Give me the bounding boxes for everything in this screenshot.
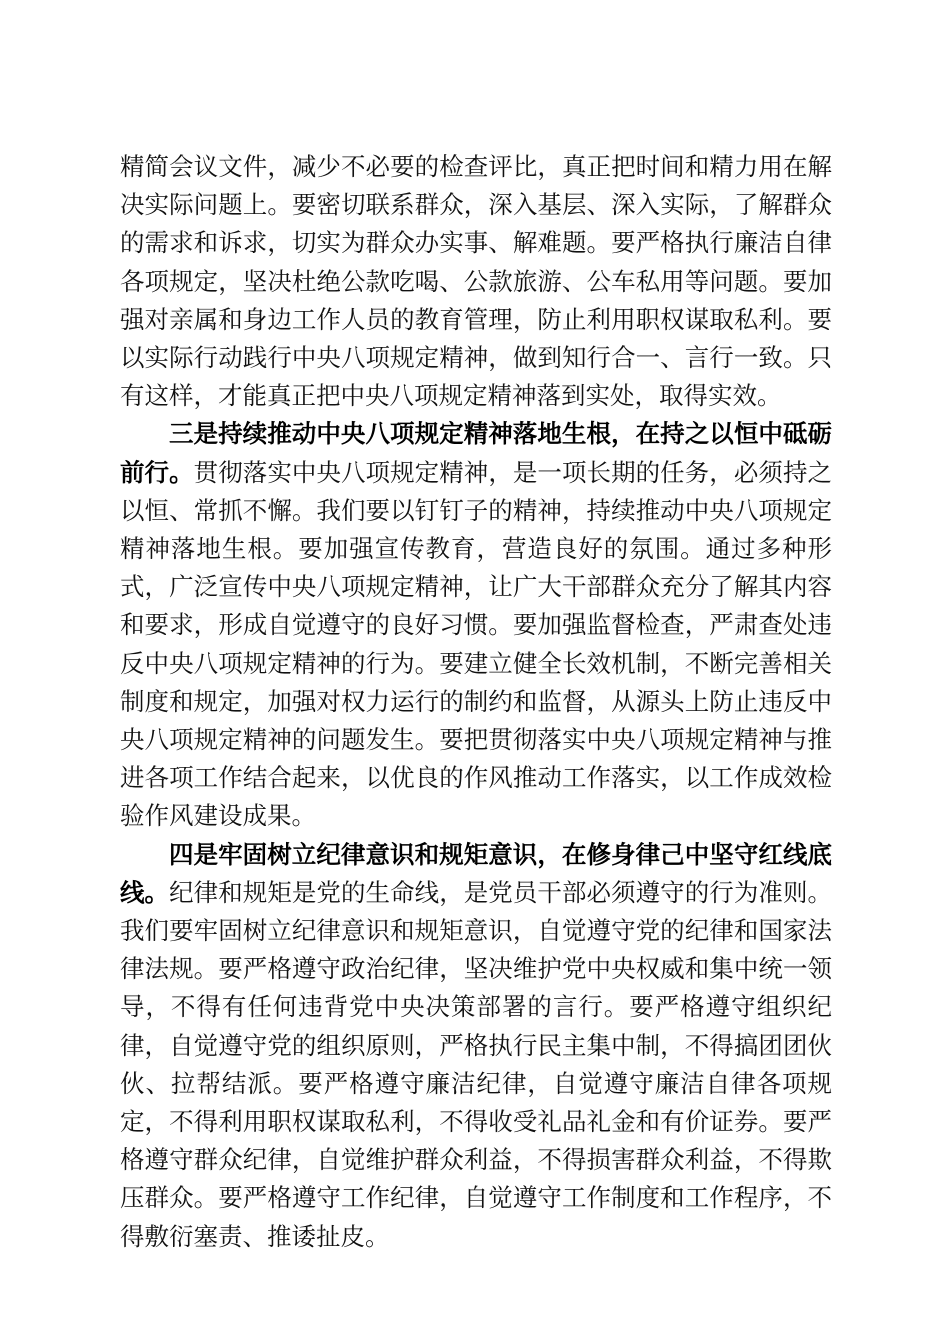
paragraph-body: 纪律和规矩是党的生命线，是党员干部必须遵守的行为准则。我们要牢固树立纪律意识和规矩意识，自觉遵守党的纪律和国家法律法规。要严格遵守政治纪律，坚决维护党中央权威和集中统一领导，不得有任何违背党中央决策部署的言行。要严格遵守组织纪律，自觉遵守党的组织原则，严格执行民主集中制，不得搞团团伙伙、拉帮结派。要严格遵守廉洁纪律，自觉遵守廉洁自律各项规定，不得利用职权谋取私利，不得收受礼品礼金和有价证券。要严格遵守群众纪律，自觉维护群众利益，不得损害群众利益，不得欺压群众。要严格遵守工作纪律，自觉遵守工作制度和工作程序，不得敷衍塞责、推诿扯皮。: [120, 877, 832, 1251]
paragraph-lead: 三是持续推动中央八项规定精神落地生根，在持之以恒中砥砺前行。: [120, 419, 832, 487]
paragraph-point-three: [120, 415, 832, 835]
paragraph-lead: 四是牢固树立纪律意识和规矩意识，在修身律己中坚守红线底线。: [120, 839, 832, 907]
paragraph-point-four: [120, 836, 832, 1256]
paragraph-body: 贯彻落实中央八项规定精神，是一项长期的任务，必须持之以恒、常抓不懈。我们要以钉钉子的精神，持续推动中央八项规定精神落地生根。要加强宣传教育，营造良好的氛围。通过多种形式，广泛宣传中央八项规定精神，让广大干部群众充分了解其内容和要求，形成自觉遵守的良好习惯。要加强监督检查，严肃查处违反中央八项规定精神的行为。要建立健全长效机制，不断完善相关制度和规定，加强对权力运行的制约和监督，从源头上防止违反中央八项规定精神的问题发生。要把贯彻落实中央八项规定精神与推进各项工作结合起来，以优良的作风推动工作落实，以工作成效检验作风建设成果。: [120, 457, 833, 831]
paragraph-body: 精简会议文件，减少不必要的检查评比，真正把时间和精力用在解决实际问题上。要密切联系群众，深入基层、深入实际，了解群众的需求和诉求，切实为群众办实事、解难题。要严格执行廉洁自律各项规定，坚决杜绝公款吃喝、公款旅游、公车私用等问题。要加强对亲属和身边工作人员的教育管理，防止利用职权谋取私利。要以实际行动践行中央八项规定精神，做到知行合一、言行一致。只有这样，才能真正把中央八项规定精神落到实处，取得实效。: [120, 152, 832, 411]
paragraph-continuation: [120, 148, 832, 415]
document-page: [120, 148, 832, 1256]
